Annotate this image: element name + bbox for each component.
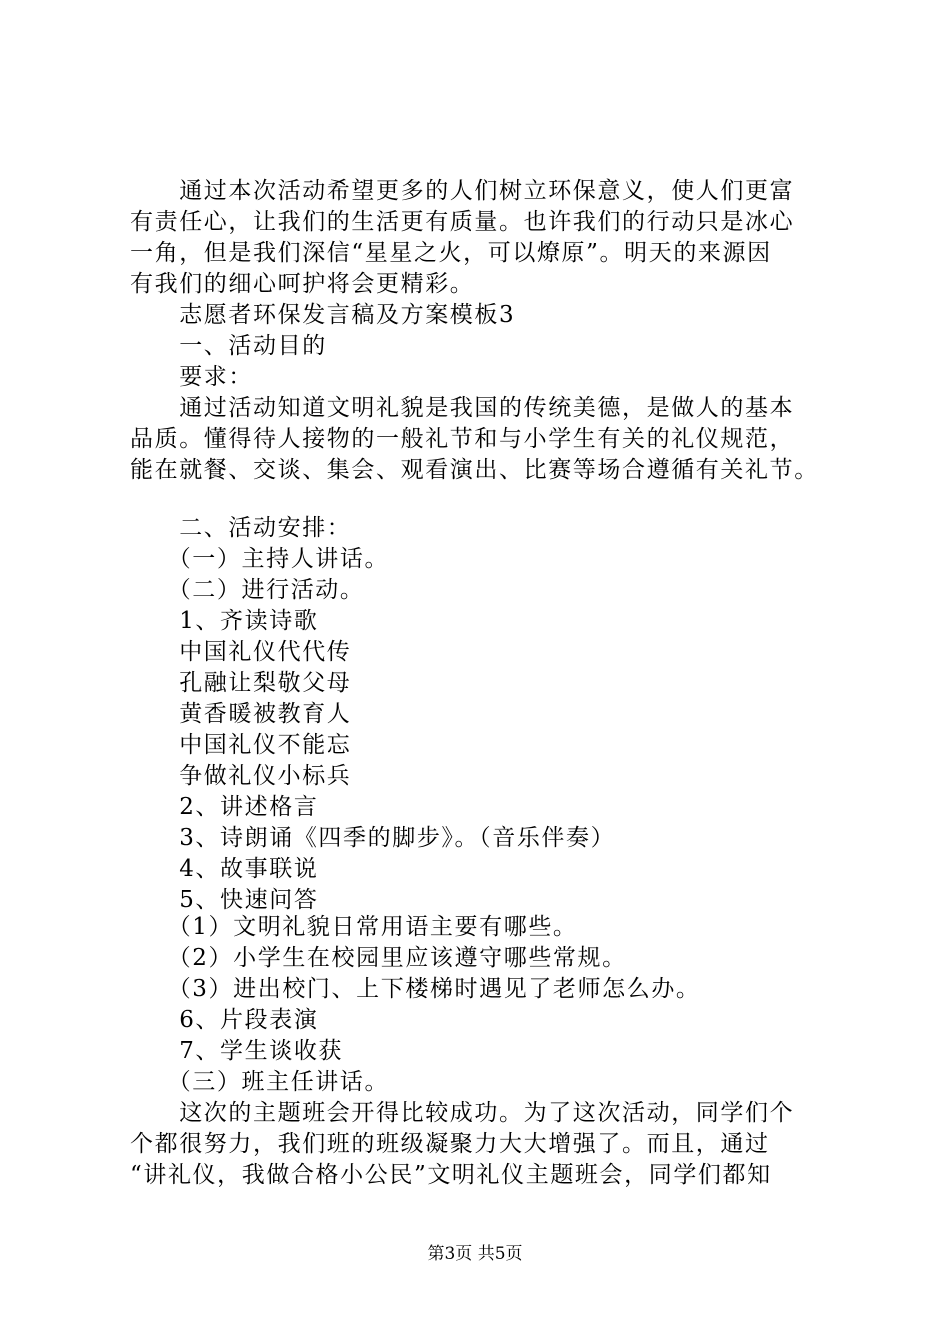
template-title: 志愿者环保发言稿及方案模板3 — [130, 302, 516, 328]
section-heading: 一、活动目的 — [130, 333, 327, 359]
poem-line: 中国礼仪不能忘 — [130, 732, 352, 758]
poem-line: 争做礼仪小标兵 — [130, 763, 352, 789]
list-item: 1、齐读诗歌 — [130, 608, 319, 634]
requirement-label: 要求： — [130, 364, 253, 390]
section-heading: 二、活动安排： — [130, 515, 352, 541]
paragraph-line: “讲礼仪，我做合格小公民”文明礼仪主题班会，同学们都知 — [130, 1162, 772, 1188]
paragraph-line: 品质。懂得待人接物的一般礼节和与小学生有关的礼仪规范， — [130, 426, 795, 452]
list-item: 2、讲述格言 — [130, 794, 319, 820]
question-item: （2）小学生在校园里应该遵守哪些常规。 — [130, 945, 627, 971]
paragraph-line: 有我们的细心呵护将会更精彩。 — [130, 271, 475, 297]
paragraph-line: 能在就餐、交谈、集会、观看演出、比赛等场合遵循有关礼节。 — [130, 457, 819, 483]
list-item: 5、快速问答 — [130, 887, 319, 913]
list-item: 6、片段表演 — [130, 1007, 319, 1033]
step-item: （一）主持人讲话。 — [130, 546, 390, 572]
list-item: 3、诗朗诵《四季的脚步》。（音乐伴奏） — [130, 825, 616, 851]
step-item: （二）进行活动。 — [130, 577, 365, 603]
list-item: 7、学生谈收获 — [130, 1038, 344, 1064]
paragraph-line: 通过活动知道文明礼貌是我国的传统美德，是做人的基本 — [130, 395, 795, 421]
poem-line: 黄香暖被教育人 — [130, 701, 352, 727]
poem-line: 孔融让梨敬父母 — [130, 670, 352, 696]
question-item: （1）文明礼貌日常用语主要有哪些。 — [130, 914, 578, 940]
paragraph-line: 个都很努力，我们班的班级凝聚力大大增强了。而且，通过 — [130, 1131, 770, 1157]
paragraph-line: 通过本次活动希望更多的人们树立环保意义，使人们更富 — [130, 178, 795, 204]
list-item: 4、故事联说 — [130, 856, 319, 882]
question-item: （3）进出校门、上下楼梯时遇见了老师怎么办。 — [130, 976, 701, 1002]
paragraph-line: 有责任心，让我们的生活更有质量。也许我们的行动只是冰心 — [130, 209, 795, 235]
paragraph-line: 一角，但是我们深信“星星之火，可以燎原”。明天的来源因 — [130, 240, 772, 266]
step-item: （三）班主任讲话。 — [130, 1069, 390, 1095]
paragraph-line: 这次的主题班会开得比较成功。为了这次活动，同学们个 — [130, 1100, 795, 1126]
page-indicator: 第3页 共5页 — [427, 1244, 523, 1264]
poem-line: 中国礼仪代代传 — [130, 639, 352, 665]
